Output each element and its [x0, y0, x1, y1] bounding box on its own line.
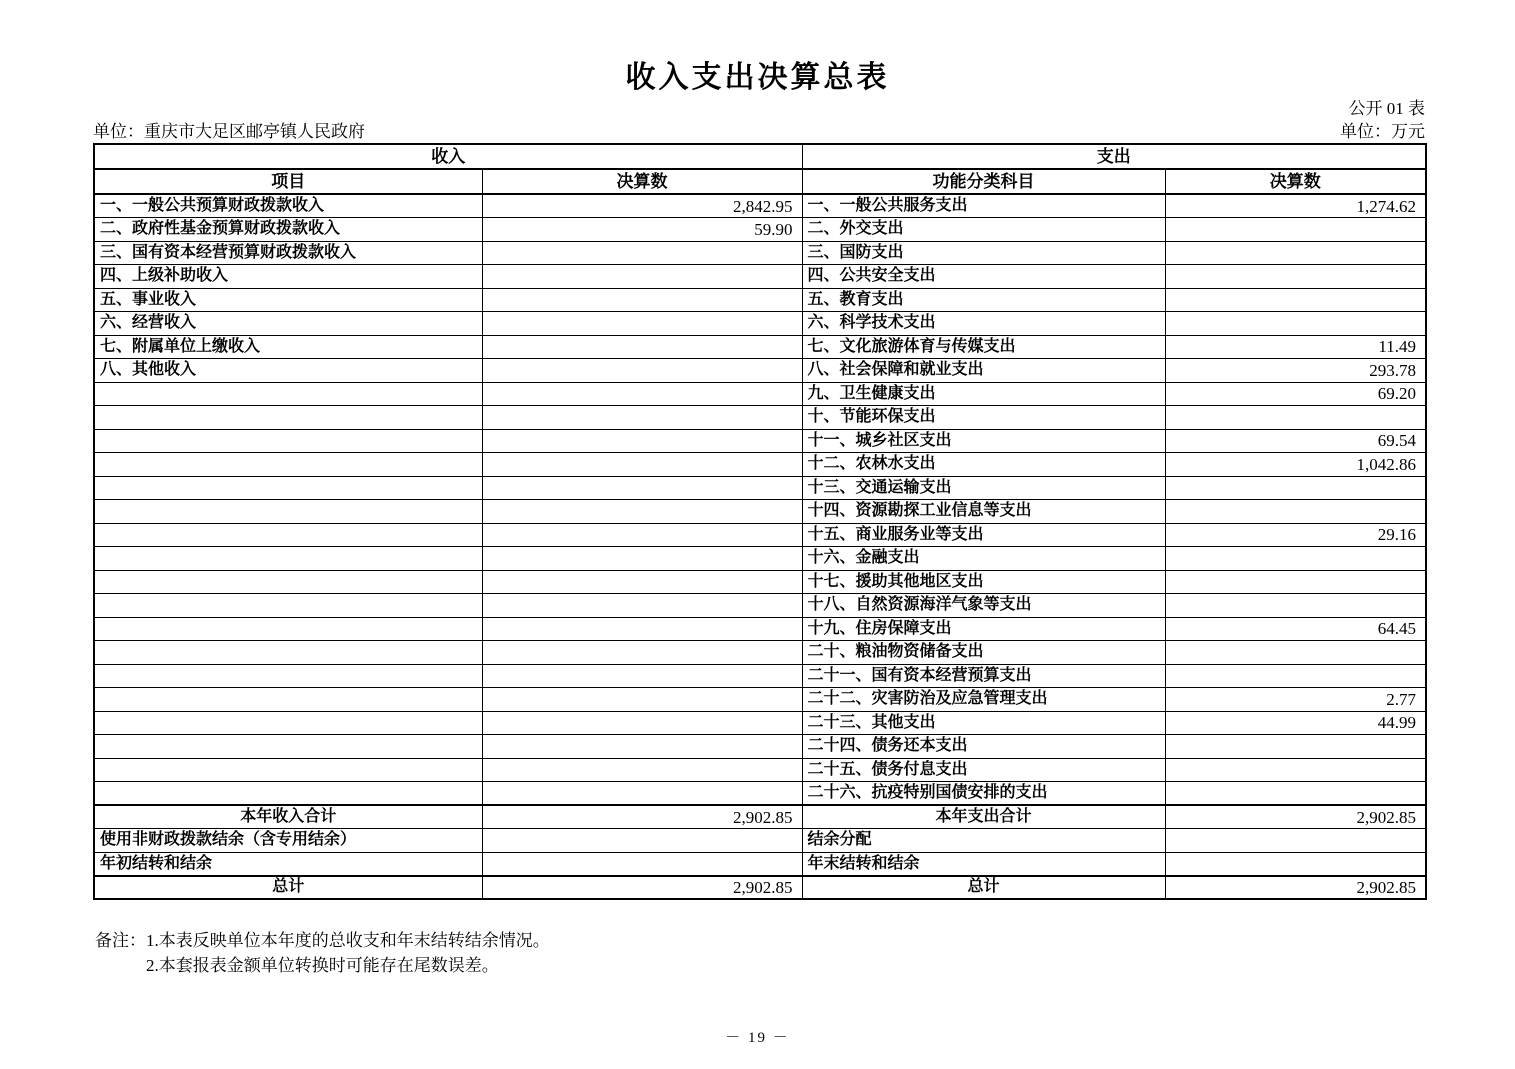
expenditure-item-cell: 一、一般公共服务支出 — [802, 194, 1165, 218]
expenditure-amount-cell: 69.54 — [1165, 429, 1426, 453]
expenditure-item-cell: 二十四、债务还本支出 — [802, 735, 1165, 759]
expenditure-amount-cell: 2.77 — [1165, 688, 1426, 712]
income-amount-cell — [482, 688, 802, 712]
table-row — [94, 805, 1426, 829]
income-item-cell: 二、政府性基金预算财政拨款收入 — [94, 218, 482, 242]
expenditure-amount-cell — [1165, 735, 1426, 759]
income-item-cell — [94, 406, 482, 430]
income-item-cell — [94, 688, 482, 712]
income-item-cell: 三、国有资本经营预算财政拨款收入 — [94, 241, 482, 265]
expenditure-amount-cell — [1165, 476, 1426, 500]
notes-line-2: 2.本套报表金额单位转换时可能存在尾数误差。 — [146, 956, 499, 975]
income-amount-column-header: 决算数 — [482, 169, 802, 194]
table-row — [94, 500, 1426, 524]
table-row — [94, 547, 1426, 571]
income-amount-cell — [482, 476, 802, 500]
income-amount-cell — [482, 664, 802, 688]
expenditure-item-cell: 二十三、其他支出 — [802, 711, 1165, 735]
income-section-header: 收入 — [94, 144, 802, 169]
income-item-cell — [94, 500, 482, 524]
income-amount-cell — [482, 429, 802, 453]
table-row — [94, 194, 1426, 218]
meta-row — [93, 117, 1425, 142]
page-number: － 19 － — [725, 1030, 790, 1046]
expenditure-amount-cell — [1165, 594, 1426, 618]
expenditure-amount-cell — [1165, 758, 1426, 782]
expenditure-extra-value — [1165, 829, 1426, 853]
income-item-cell — [94, 617, 482, 641]
income-item-cell — [94, 594, 482, 618]
table-row — [94, 382, 1426, 406]
income-item-cell — [94, 382, 482, 406]
table-row — [94, 241, 1426, 265]
table-row — [94, 476, 1426, 500]
income-amount-cell — [482, 500, 802, 524]
expenditure-total-label: 本年支出合计 — [802, 805, 1165, 829]
income-amount-cell — [482, 570, 802, 594]
expenditure-amount-cell: 44.99 — [1165, 711, 1426, 735]
income-item-cell — [94, 782, 482, 806]
income-item-cell — [94, 476, 482, 500]
income-extra-value — [482, 829, 802, 853]
income-item-cell: 七、附属单位上缴收入 — [94, 335, 482, 359]
expenditure-item-cell: 十三、交通运输支出 — [802, 476, 1165, 500]
income-amount-cell — [482, 453, 802, 477]
income-amount-cell — [482, 594, 802, 618]
expenditure-amount-cell: 69.20 — [1165, 382, 1426, 406]
expenditure-grand-total-value: 2,902.85 — [1165, 876, 1426, 900]
notes-block — [95, 928, 550, 978]
income-item-cell — [94, 711, 482, 735]
table-row — [94, 453, 1426, 477]
expenditure-item-cell: 十七、援助其他地区支出 — [802, 570, 1165, 594]
section-header-row — [94, 144, 1426, 169]
income-amount-cell: 2,842.95 — [482, 194, 802, 218]
income-item-cell — [94, 429, 482, 453]
expenditure-amount-cell — [1165, 312, 1426, 336]
expenditure-item-cell: 十四、资源勘探工业信息等支出 — [802, 500, 1165, 524]
expenditure-amount-cell — [1165, 782, 1426, 806]
expenditure-item-cell: 九、卫生健康支出 — [802, 382, 1165, 406]
page-title: 收入支出决算总表 — [625, 61, 890, 94]
table-row — [94, 688, 1426, 712]
income-amount-cell — [482, 617, 802, 641]
table-row — [94, 265, 1426, 289]
expenditure-item-cell: 六、科学技术支出 — [802, 312, 1165, 336]
income-extra-label: 年初结转和结余 — [94, 852, 482, 876]
expenditure-amount-cell — [1165, 288, 1426, 312]
expenditure-amount-column-header: 决算数 — [1165, 169, 1426, 194]
income-extra-value — [482, 852, 802, 876]
expenditure-item-cell: 十一、城乡社区支出 — [802, 429, 1165, 453]
expenditure-amount-cell — [1165, 547, 1426, 571]
expenditure-item-cell: 七、文化旅游体育与传媒支出 — [802, 335, 1165, 359]
expenditure-total-value: 2,902.85 — [1165, 805, 1426, 829]
table-row — [94, 523, 1426, 547]
table-row — [94, 876, 1426, 900]
unit-measure-label: 单位：万元 — [1340, 122, 1425, 141]
income-item-cell — [94, 735, 482, 759]
expenditure-item-cell: 二十二、灾害防治及应急管理支出 — [802, 688, 1165, 712]
income-amount-cell — [482, 523, 802, 547]
income-item-cell — [94, 570, 482, 594]
expenditure-grand-total-label: 总计 — [802, 876, 1165, 900]
income-amount-cell — [482, 547, 802, 571]
income-item-cell — [94, 758, 482, 782]
expenditure-item-cell: 十、节能环保支出 — [802, 406, 1165, 430]
table-row — [94, 288, 1426, 312]
expenditure-extra-value — [1165, 852, 1426, 876]
expenditure-amount-cell: 293.78 — [1165, 359, 1426, 383]
table-row — [94, 711, 1426, 735]
expenditure-item-cell: 二十、粮油物资储备支出 — [802, 641, 1165, 665]
table-row — [94, 359, 1426, 383]
income-grand-total-label: 总计 — [94, 876, 482, 900]
income-amount-cell — [482, 641, 802, 665]
income-amount-cell — [482, 288, 802, 312]
income-item-cell: 八、其他收入 — [94, 359, 482, 383]
expenditure-extra-label: 年末结转和结余 — [802, 852, 1165, 876]
expenditure-amount-cell: 11.49 — [1165, 335, 1426, 359]
income-amount-cell — [482, 382, 802, 406]
income-item-cell: 六、经营收入 — [94, 312, 482, 336]
table-code-label: 公开 01 表 — [1348, 99, 1425, 118]
expenditure-item-cell: 十二、农林水支出 — [802, 453, 1165, 477]
income-amount-cell — [482, 711, 802, 735]
expenditure-item-cell: 二、外交支出 — [802, 218, 1165, 242]
expenditure-item-cell: 八、社会保障和就业支出 — [802, 359, 1165, 383]
table-row — [94, 852, 1426, 876]
income-item-cell — [94, 641, 482, 665]
expenditure-amount-cell — [1165, 570, 1426, 594]
budget-summary-table — [93, 143, 1427, 900]
income-amount-cell — [482, 359, 802, 383]
income-item-cell: 五、事业收入 — [94, 288, 482, 312]
income-amount-cell — [482, 758, 802, 782]
table-row — [94, 335, 1426, 359]
table-row — [94, 594, 1426, 618]
expenditure-item-cell: 十八、自然资源海洋气象等支出 — [802, 594, 1165, 618]
expenditure-item-cell: 五、教育支出 — [802, 288, 1165, 312]
expenditure-amount-cell: 29.16 — [1165, 523, 1426, 547]
expenditure-item-cell: 十九、住房保障支出 — [802, 617, 1165, 641]
table-row — [94, 570, 1426, 594]
table-row — [94, 312, 1426, 336]
income-item-column-header: 项目 — [94, 169, 482, 194]
expenditure-item-cell: 二十五、债务付息支出 — [802, 758, 1165, 782]
table-row — [94, 218, 1426, 242]
expenditure-amount-cell — [1165, 664, 1426, 688]
expenditure-amount-cell: 64.45 — [1165, 617, 1426, 641]
expenditure-amount-cell — [1165, 218, 1426, 242]
income-grand-total-value: 2,902.85 — [482, 876, 802, 900]
income-amount-cell: 59.90 — [482, 218, 802, 242]
expenditure-item-cell: 十六、金融支出 — [802, 547, 1165, 571]
notes-line-1: 1.本表反映单位本年度的总收支和年末结转结余情况。 — [146, 931, 550, 950]
income-item-cell: 一、一般公共预算财政拨款收入 — [94, 194, 482, 218]
table-row — [94, 829, 1426, 853]
income-amount-cell — [482, 335, 802, 359]
expenditure-section-header: 支出 — [802, 144, 1426, 169]
expenditure-item-cell: 十五、商业服务业等支出 — [802, 523, 1165, 547]
income-amount-cell — [482, 312, 802, 336]
income-extra-label: 使用非财政拨款结余（含专用结余） — [94, 829, 482, 853]
expenditure-item-cell: 二十六、抗疫特别国债安排的支出 — [802, 782, 1165, 806]
table-row — [94, 735, 1426, 759]
expenditure-item-column-header: 功能分类科目 — [802, 169, 1165, 194]
expenditure-amount-cell: 1,042.86 — [1165, 453, 1426, 477]
income-item-cell: 四、上级补助收入 — [94, 265, 482, 289]
income-amount-cell — [482, 241, 802, 265]
expenditure-extra-label: 结余分配 — [802, 829, 1165, 853]
expenditure-amount-cell — [1165, 406, 1426, 430]
table-row — [94, 641, 1426, 665]
income-item-cell — [94, 523, 482, 547]
table-row — [94, 406, 1426, 430]
table-row — [94, 664, 1426, 688]
expenditure-item-cell: 四、公共安全支出 — [802, 265, 1165, 289]
income-item-cell — [94, 547, 482, 571]
expenditure-amount-cell — [1165, 241, 1426, 265]
table-row — [94, 429, 1426, 453]
income-amount-cell — [482, 735, 802, 759]
expenditure-item-cell: 二十一、国有资本经营预算支出 — [802, 664, 1165, 688]
expenditure-amount-cell — [1165, 641, 1426, 665]
income-total-label: 本年收入合计 — [94, 805, 482, 829]
expenditure-amount-cell — [1165, 500, 1426, 524]
income-total-value: 2,902.85 — [482, 805, 802, 829]
expenditure-amount-cell: 1,274.62 — [1165, 194, 1426, 218]
expenditure-amount-cell — [1165, 265, 1426, 289]
table-row — [94, 617, 1426, 641]
income-amount-cell — [482, 265, 802, 289]
unit-name-label: 单位：重庆市大足区邮亭镇人民政府 — [93, 122, 365, 141]
expenditure-item-cell: 三、国防支出 — [802, 241, 1165, 265]
income-amount-cell — [482, 406, 802, 430]
column-header-row — [94, 169, 1426, 194]
income-item-cell — [94, 664, 482, 688]
income-item-cell — [94, 453, 482, 477]
income-amount-cell — [482, 782, 802, 806]
table-row — [94, 782, 1426, 806]
table-row — [94, 758, 1426, 782]
notes-label: 备注： — [95, 931, 146, 950]
